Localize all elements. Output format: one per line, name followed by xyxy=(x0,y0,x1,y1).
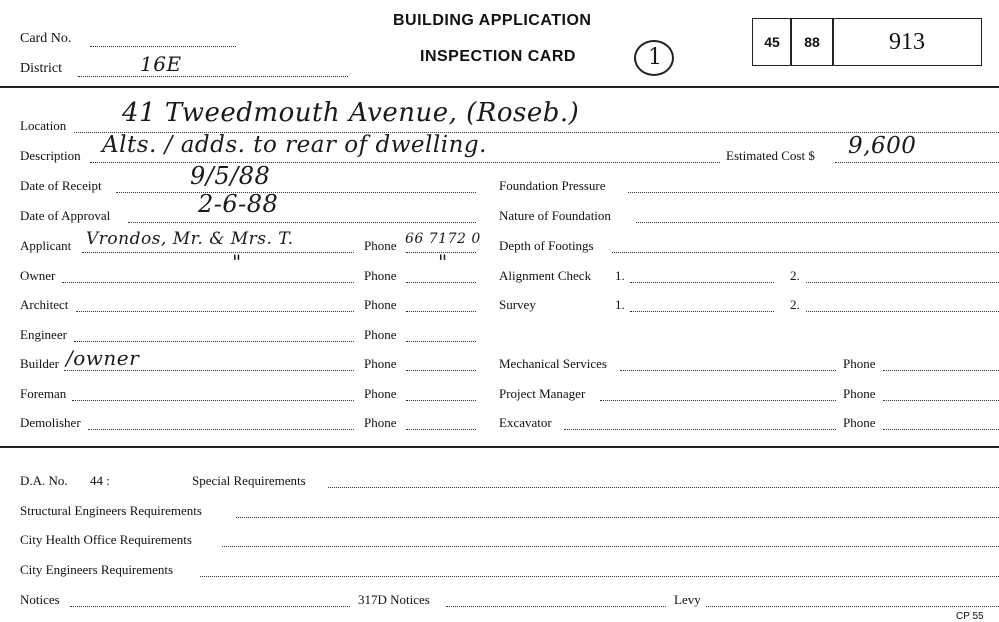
project-manager-label: Project Manager xyxy=(499,386,586,401)
builder-value: /owner xyxy=(66,346,140,370)
structural-engineers-label: Structural Engineers Requirements xyxy=(20,503,202,518)
survey-1-field[interactable] xyxy=(630,311,774,312)
district-value: 16E xyxy=(140,52,182,76)
applicant-value: Vrondos, Mr. & Mrs. T. xyxy=(86,229,294,249)
builder-field[interactable] xyxy=(64,370,354,371)
location-value: 41 Tweedmouth Avenue, (Roseb.) xyxy=(122,98,580,128)
project-manager-phone-label: Phone xyxy=(843,386,876,401)
architect-phone-field[interactable] xyxy=(406,311,476,312)
city-engineers-label: City Engineers Requirements xyxy=(20,562,174,577)
survey-2-label: 2. xyxy=(790,297,800,312)
location-label: Location xyxy=(20,118,67,133)
mechanical-phone-field[interactable] xyxy=(883,370,999,371)
excavator-phone-field[interactable] xyxy=(883,429,999,430)
foreman-label: Foreman xyxy=(20,386,67,401)
special-requirements-label: Special Requirements xyxy=(192,473,306,488)
foreman-phone-field[interactable] xyxy=(406,400,476,401)
project-manager-phone-field[interactable] xyxy=(883,400,999,401)
owner-value: " xyxy=(232,250,242,274)
mechanical-phone-label: Phone xyxy=(843,356,876,371)
city-engineers-field[interactable] xyxy=(200,576,999,577)
notices-label: Notices xyxy=(20,592,60,607)
da-no-value: 44 : xyxy=(90,473,110,488)
owner-label: Owner xyxy=(20,268,56,283)
survey-2-field[interactable] xyxy=(806,311,999,312)
excavator-field[interactable] xyxy=(564,429,836,430)
demolisher-label: Demolisher xyxy=(20,415,81,430)
nature-foundation-field[interactable] xyxy=(636,222,999,223)
architect-phone-label: Phone xyxy=(364,297,397,312)
notices-317d-field[interactable] xyxy=(446,606,666,607)
demolisher-field[interactable] xyxy=(88,429,354,430)
description-value: Alts. / adds. to rear of dwelling. xyxy=(102,132,487,158)
levy-field[interactable] xyxy=(706,606,999,607)
foundation-pressure-field[interactable] xyxy=(628,192,999,193)
project-manager-field[interactable] xyxy=(600,400,836,401)
date-approval-label: Date of Approval xyxy=(20,208,111,223)
card-box-1-value: 45 xyxy=(764,34,780,50)
card-box-1 xyxy=(752,18,792,66)
foundation-pressure-label: Foundation Pressure xyxy=(499,178,606,193)
owner-phone-label: Phone xyxy=(364,268,397,283)
date-receipt-value: 9/5/88 xyxy=(190,162,271,190)
header-divider xyxy=(0,86,999,88)
card-no-field[interactable] xyxy=(90,46,236,47)
architect-label: Architect xyxy=(20,297,69,312)
builder-phone-label: Phone xyxy=(364,356,397,371)
foreman-phone-label: Phone xyxy=(364,386,397,401)
nature-foundation-label: Nature of Foundation xyxy=(499,208,611,223)
structural-engineers-field[interactable] xyxy=(236,517,999,518)
district-label: District xyxy=(20,61,62,76)
da-no-label: D.A. No. xyxy=(20,473,68,488)
applicant-phone-label: Phone xyxy=(364,238,397,253)
mechanical-services-label: Mechanical Services xyxy=(499,356,607,371)
date-approval-value: 2-6-88 xyxy=(198,190,279,218)
owner-phone-value: " xyxy=(438,250,448,274)
alignment-check-label: Alignment Check xyxy=(499,268,592,283)
applicant-field[interactable] xyxy=(82,252,354,253)
notices-317d-label: 317D Notices xyxy=(358,592,430,607)
engineer-field[interactable] xyxy=(74,341,354,342)
architect-field[interactable] xyxy=(76,311,354,312)
date-receipt-field[interactable] xyxy=(116,192,476,193)
card-box-3-value: 913 xyxy=(889,28,925,55)
builder-phone-field[interactable] xyxy=(406,370,476,371)
engineer-label: Engineer xyxy=(20,327,67,342)
applicant-phone-value: 66 7172 0 xyxy=(405,231,481,247)
section-divider xyxy=(0,446,999,448)
estimated-cost-value: 9,600 xyxy=(848,133,917,159)
city-health-label: City Health Office Requirements xyxy=(20,532,192,547)
estimated-cost-label: Estimated Cost $ xyxy=(726,148,815,163)
demolisher-phone-label: Phone xyxy=(364,415,397,430)
district-field[interactable] xyxy=(78,76,348,77)
survey-label: Survey xyxy=(499,297,536,312)
depth-footings-label: Depth of Footings xyxy=(499,238,594,253)
alignment-check-2-field[interactable] xyxy=(806,282,999,283)
city-health-field[interactable] xyxy=(222,546,999,547)
date-approval-field[interactable] xyxy=(128,222,476,223)
description-field[interactable] xyxy=(90,162,720,163)
alignment-check-1-label: 1. xyxy=(615,268,625,283)
card-box-2-value: 88 xyxy=(804,34,820,50)
foreman-field[interactable] xyxy=(72,400,354,401)
description-label: Description xyxy=(20,148,81,163)
estimated-cost-field[interactable] xyxy=(835,162,999,163)
engineer-phone-label: Phone xyxy=(364,327,397,342)
excavator-label: Excavator xyxy=(499,415,552,430)
engineer-phone-field[interactable] xyxy=(406,341,476,342)
excavator-phone-label: Phone xyxy=(843,415,876,430)
card-no-label: Card No. xyxy=(20,31,72,46)
form-title-line2: INSPECTION CARD xyxy=(420,48,576,65)
owner-field[interactable] xyxy=(62,282,354,283)
alignment-check-2-label: 2. xyxy=(790,268,800,283)
form-code: CP 55 xyxy=(956,611,984,622)
mechanical-services-field[interactable] xyxy=(620,370,836,371)
card-box-3 xyxy=(832,18,982,66)
survey-1-label: 1. xyxy=(615,297,625,312)
date-receipt-label: Date of Receipt xyxy=(20,178,102,193)
levy-label: Levy xyxy=(674,592,701,607)
notices-field[interactable] xyxy=(70,606,350,607)
owner-phone-field[interactable] xyxy=(406,282,476,283)
circled-number: 1 xyxy=(648,45,663,70)
card-box-2 xyxy=(790,18,834,66)
form-title-line1: BUILDING APPLICATION xyxy=(393,12,592,29)
alignment-check-1-field[interactable] xyxy=(630,282,774,283)
builder-label: Builder xyxy=(20,356,59,371)
applicant-label: Applicant xyxy=(20,238,72,253)
depth-footings-field[interactable] xyxy=(612,252,999,253)
demolisher-phone-field[interactable] xyxy=(406,429,476,430)
special-requirements-field[interactable] xyxy=(328,487,999,488)
